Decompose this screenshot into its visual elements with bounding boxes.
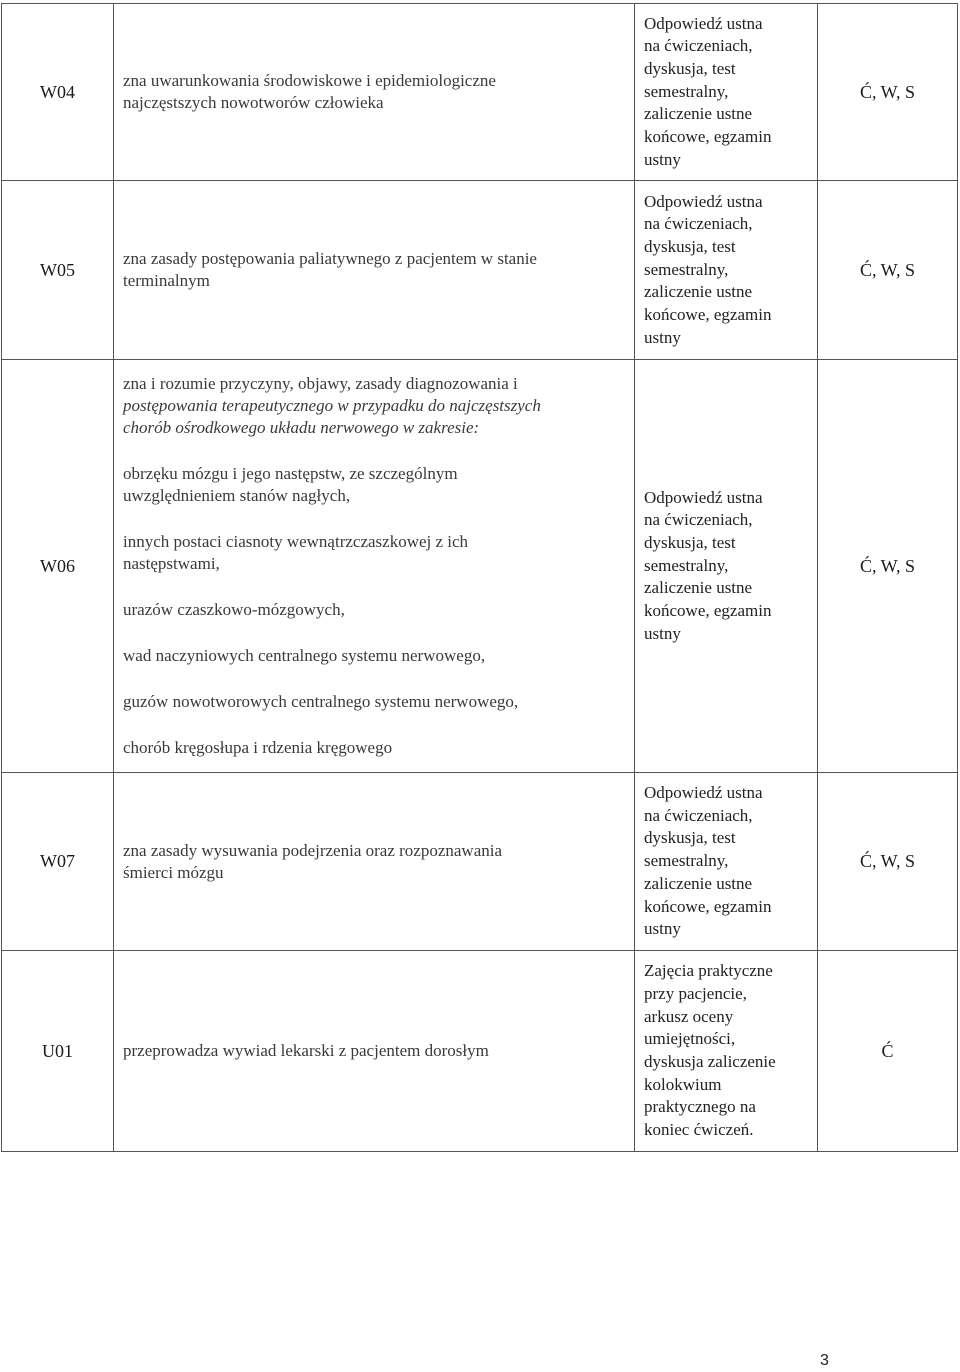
verification-method: Odpowiedź ustna na ćwiczeniach, dyskusja, test semestralny, zaliczenie ustne końcowe, egzamin ustny [635,360,818,773]
learning-outcomes-table [1,3,958,1152]
page-number: 3 [820,1352,829,1369]
outcome-description: zna zasady postępowania paliatywnego z pacjentem w stanie terminalnym [114,181,635,360]
table-row [2,181,958,360]
list-item: urazów czaszkowo-mózgowych, [123,600,345,619]
table-row [2,773,958,951]
outcome-code: W04 [2,4,114,181]
verification-method: Odpowiedź ustna na ćwiczeniach, dyskusja, test semestralny, zaliczenie ustne końcowe, egzamin ustny [635,773,818,951]
outcome-description: przeprowadza wywiad lekarski z pacjentem dorosłym [114,951,635,1152]
table-row [2,360,958,773]
outcome-description [114,360,635,773]
list-item: guzów nowotworowych centralnego systemu nerwowego, [123,692,519,711]
verification-method: Odpowiedź ustna na ćwiczeniach, dyskusja, test semestralny, zaliczenie ustne końcowe, egzamin ustny [635,181,818,360]
class-forms: Ć, W, S [818,360,958,773]
list-item: chorób kręgosłupa i rdzenia kręgowego [123,738,393,757]
outcome-description: zna uwarunkowania środowiskowe i epidemiologiczne najczęstszych nowotworów człowieka [114,4,635,181]
list-item: innych postaci ciasnoty wewnątrzczaszkowej z ich następstwami, [123,532,469,573]
list-item: obrzęku mózgu i jego następstw, ze szczególnym uwzględnieniem stanów nagłych, [123,464,458,505]
class-forms: Ć, W, S [818,4,958,181]
class-forms: Ć [818,951,958,1152]
list-item: wad naczyniowych centralnego systemu nerwowego, [123,646,486,665]
class-forms: Ć, W, S [818,181,958,360]
table-row [2,4,958,181]
outcome-code: W06 [2,360,114,773]
outcome-code: U01 [2,951,114,1152]
verification-method: Zajęcia praktyczne przy pacjencie, arkusz oceny umiejętności, dyskusja zaliczenie kolokwium praktycznego na koniec ćwiczeń. [635,951,818,1152]
outcome-description: zna zasady wysuwania podejrzenia oraz rozpoznawania śmierci mózgu [114,773,635,951]
table-row [2,951,958,1152]
class-forms: Ć, W, S [818,773,958,951]
outcome-code: W07 [2,773,114,951]
outcome-code: W05 [2,181,114,360]
verification-method: Odpowiedź ustna na ćwiczeniach, dyskusja, test semestralny, zaliczenie ustne końcowe, egzamin ustny [635,4,818,181]
outcome-intro: zna i rozumie przyczyny, objawy, zasady diagnozowania i postępowania terapeutycznego w przypadku do najczęstszych chorób ośrodkowego układu nerwowego w zakresie: [123,374,541,437]
